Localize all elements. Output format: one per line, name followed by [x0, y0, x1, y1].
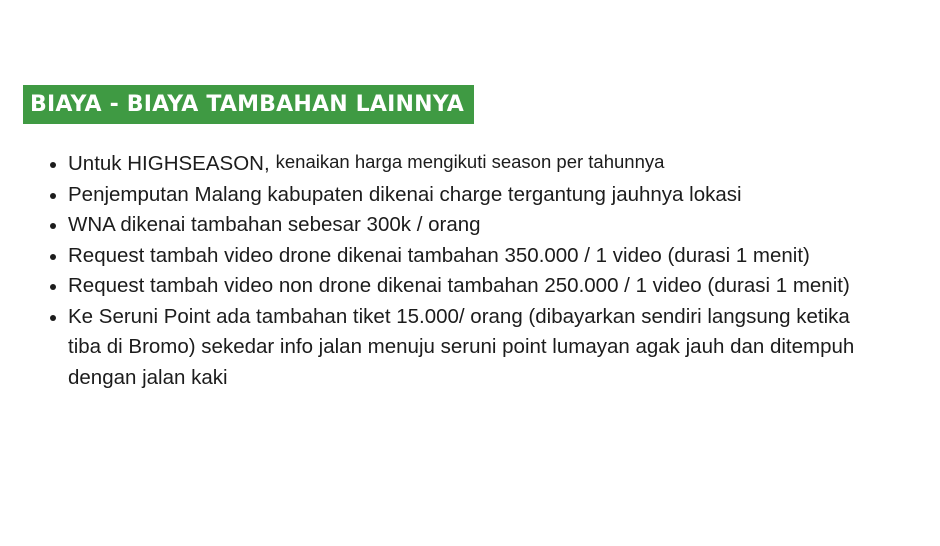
list-item: [48, 241, 868, 272]
list-item: [48, 271, 868, 302]
list-item: [48, 302, 868, 394]
list-item-lead: Untuk HIGHSEASON,: [68, 152, 270, 175]
bullet-icon: [50, 223, 56, 229]
list-item-text: Request tambah video non drone dikenai tambahan 250.000 / 1 video (durasi 1 menit): [68, 274, 850, 297]
list-item: [48, 210, 868, 241]
additional-costs-list: [48, 149, 868, 393]
list-item-text: Penjemputan Malang kabupaten dikenai charge tergantung jauhnya lokasi: [68, 182, 742, 206]
list-item: [48, 180, 868, 211]
list-item-text: Request tambah video drone dikenai tambahan 350.000 / 1 video (durasi 1 menit): [68, 243, 810, 267]
bullet-icon: [50, 193, 56, 199]
list-item-text: WNA dikenai tambahan sebesar 300k / orang: [68, 213, 481, 236]
list-item: [48, 149, 868, 180]
section-heading-banner: [23, 85, 474, 124]
list-item-text: kenaikan harga mengikuti season per tahunnya: [275, 151, 665, 172]
bullet-icon: [50, 284, 56, 290]
section-heading-title: BIAYA - BIAYA TAMBAHAN LAINNYA: [30, 91, 464, 117]
bullet-icon: [50, 315, 56, 321]
bullet-icon: [50, 162, 56, 168]
bullet-icon: [50, 254, 56, 260]
list-item-text: Ke Seruni Point ada tambahan tiket 15.000/ orang (dibayarkan sendiri langsung ketika tiba di Bromo) sekedar info jalan menuju seruni point lumayan agak jauh dan ditempuh dengan jalan kaki: [68, 304, 855, 389]
